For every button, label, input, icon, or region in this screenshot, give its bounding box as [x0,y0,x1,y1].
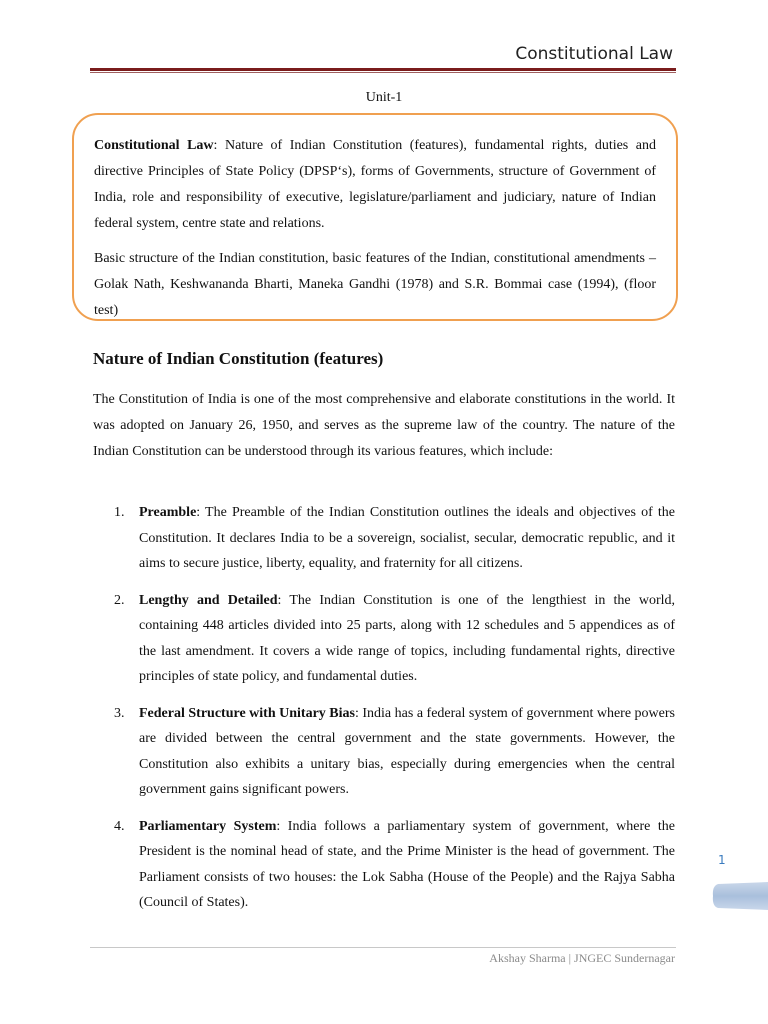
page-tab-decoration [712,882,768,910]
footer-divider [90,947,676,948]
section-heading: Nature of Indian Constitution (features) [93,349,384,368]
header-title: Constitutional Law [515,44,673,64]
item-text: : The Preamble of the Indian Constitution outlines the ideals and objectives of the Constitution. It declares India to be a sovereign, socialist, secular, democratic republic, and it aims to secure justice, liberty, equality, and fraternity for all citizens. [139,505,675,571]
item-number: 3. [114,705,125,721]
list-item [93,701,675,803]
item-term: Lengthy and Detailed [139,592,278,608]
item-term: Federal Structure with Unitary Bias [139,705,355,721]
syllabus-text: : Nature of Indian Constitution (features), fundamental rights, duties and directive Principles of State Policy (DPSP‘s), forms of Governments, structure of Government of India, role and responsibility of executive, legislature/parliament and judiciary, nature of Indian federal system, centre state and relations. [94,138,656,231]
header-divider-thin [90,72,676,73]
item-term: Preamble [139,505,197,520]
syllabus-box [72,113,678,321]
unit-label: Unit-1 [365,90,403,105]
item-text: : India follows a parliamentary system of government, where the President is the nominal head of state, and the Prime Minister is the head of government. The Parliament consists of two houses: the Lok Sabha (House of the People) and the Rajya Sabha (Council of States). [139,818,675,910]
syllabus-term: Constitutional Law [94,138,214,153]
item-term: Parliamentary System [139,818,277,834]
header-divider [90,68,676,71]
item-text: : The Indian Constitution is one of the lengthiest in the world, containing 448 articles divided into 25 parts, along with 12 schedules and 5 appendices as of the last amendment. It covers a wide range of topics, including fundamental rights, directive principles of state policy, and fundamental duties. [139,592,676,684]
syllabus-paragraph-1 [94,133,656,237]
item-number: 1. [114,505,125,520]
page-number: 1 [718,853,726,867]
syllabus-paragraph-2: Basic structure of the Indian constitution, basic features of the Indian, constitutional amendments – Golak Nath, Keshwananda Bharti, Maneka Gandhi (1978) and S.R. Bommai case (1994), (floor test) [94,251,656,318]
item-number: 4. [114,818,125,834]
footer-text: Akshay Sharma | JNGEC Sundernagar [489,951,675,965]
intro-paragraph: The Constitution of India is one of the most comprehensive and elaborate constitutions in the world. It was adopted on January 26, 1950, and serves as the supreme law of the country. The nature of the Indian Constitution can be understood through its various features, which include: [93,392,675,459]
item-number: 2. [114,592,125,608]
list-item [93,500,675,577]
feature-list [93,500,675,927]
list-item [93,814,675,916]
item-text: : India has a federal system of government where powers are divided between the central government and the state governments. However, the Constitution also exhibits a unitary bias, especially during emergencies when the central government gains significant powers. [139,705,675,797]
list-item [93,588,675,690]
